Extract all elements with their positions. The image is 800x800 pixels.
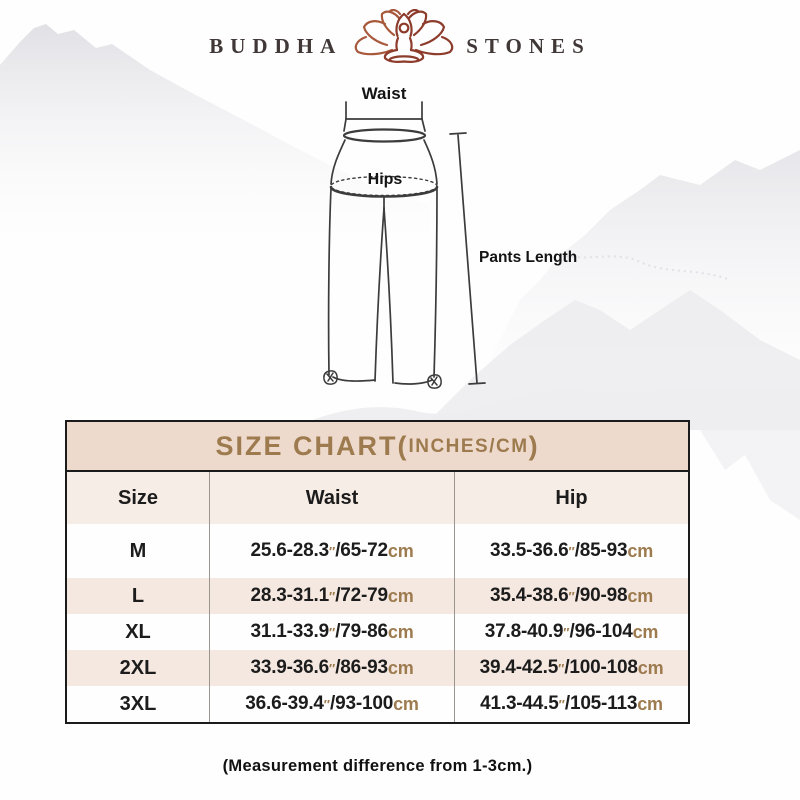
- slash: /: [335, 585, 341, 606]
- title-sub: INCHES/CM: [408, 436, 529, 457]
- hip-value: 41.3-44.5 ″ / 105-113 cm: [454, 686, 688, 722]
- hip-value: 37.8-40.9 ″ / 96-104 cm: [454, 614, 688, 650]
- slash: /: [574, 540, 580, 561]
- title-main: SIZE CHART(: [215, 430, 409, 461]
- cm-unit: cm: [387, 540, 414, 561]
- cm-unit: cm: [393, 693, 419, 714]
- inch-mark: ″: [323, 696, 331, 712]
- inch-mark: ″: [568, 588, 575, 604]
- waist-label: Waist: [361, 84, 407, 103]
- cm-unit: cm: [637, 693, 663, 714]
- waist-value: 33.9-36.6 ″ / 86-93 cm: [209, 650, 454, 686]
- cm-unit: cm: [387, 585, 414, 606]
- cm-unit: cm: [627, 540, 654, 561]
- measurement-note: (Measurement difference from 1-3cm.): [222, 757, 533, 775]
- slash: /: [574, 585, 580, 606]
- slash: /: [564, 693, 570, 714]
- cm-unit: cm: [627, 585, 654, 606]
- column-header-hip: Hip: [454, 472, 688, 524]
- slash: /: [335, 540, 341, 561]
- column-header-size: Size: [67, 472, 209, 524]
- slash: /: [335, 621, 341, 642]
- brand-name-left: BUDDHA: [209, 33, 343, 58]
- column-header-waist: Waist: [209, 472, 454, 524]
- pants-length-label: Pants Length: [479, 249, 578, 266]
- size-chart-title: [67, 422, 688, 472]
- size-value: M: [67, 524, 209, 578]
- brand-name-right: STONES: [466, 33, 591, 58]
- hips-label: Hips: [367, 171, 403, 188]
- inch-mark: ″: [328, 624, 336, 640]
- title-close: ): [528, 430, 540, 461]
- hip-value: 33.5-36.6 ″ / 85-93 cm: [454, 524, 688, 578]
- size-value: 3XL: [67, 686, 209, 722]
- inch-mark: ″: [328, 660, 336, 676]
- inch-mark: ″: [558, 696, 565, 712]
- size-chart-table: [65, 420, 690, 724]
- cm-unit: cm: [387, 621, 414, 642]
- size-chart-grid: [67, 472, 688, 722]
- inch-mark: ″: [328, 588, 336, 604]
- waist-value: 28.3-31.1 ″ / 72-79 cm: [209, 578, 454, 614]
- slash: /: [330, 693, 336, 714]
- slash: /: [564, 657, 570, 678]
- inch-mark: ″: [568, 543, 575, 559]
- inch-mark: ″: [558, 660, 565, 676]
- slash: /: [335, 657, 341, 678]
- cm-unit: cm: [632, 621, 659, 642]
- brand-logo: [0, 12, 800, 74]
- waist-value: 31.1-33.9 ″ / 79-86 cm: [209, 614, 454, 650]
- cm-unit: cm: [637, 657, 664, 678]
- lotus-meditation-icon: [352, 9, 456, 78]
- inch-mark: ″: [563, 624, 570, 640]
- size-value: 2XL: [67, 650, 209, 686]
- waist-value: 36.6-39.4 ″ / 93-100 cm: [209, 686, 454, 722]
- cm-unit: cm: [387, 657, 414, 678]
- size-value: L: [67, 578, 209, 614]
- inch-mark: ″: [328, 543, 336, 559]
- hip-value: 35.4-38.6 ″ / 90-98 cm: [454, 578, 688, 614]
- hip-value: 39.4-42.5 ″ / 100-108 cm: [454, 650, 688, 686]
- slash: /: [569, 621, 575, 642]
- size-value: XL: [67, 614, 209, 650]
- waist-value: 25.6-28.3 ″ / 65-72 cm: [209, 524, 454, 578]
